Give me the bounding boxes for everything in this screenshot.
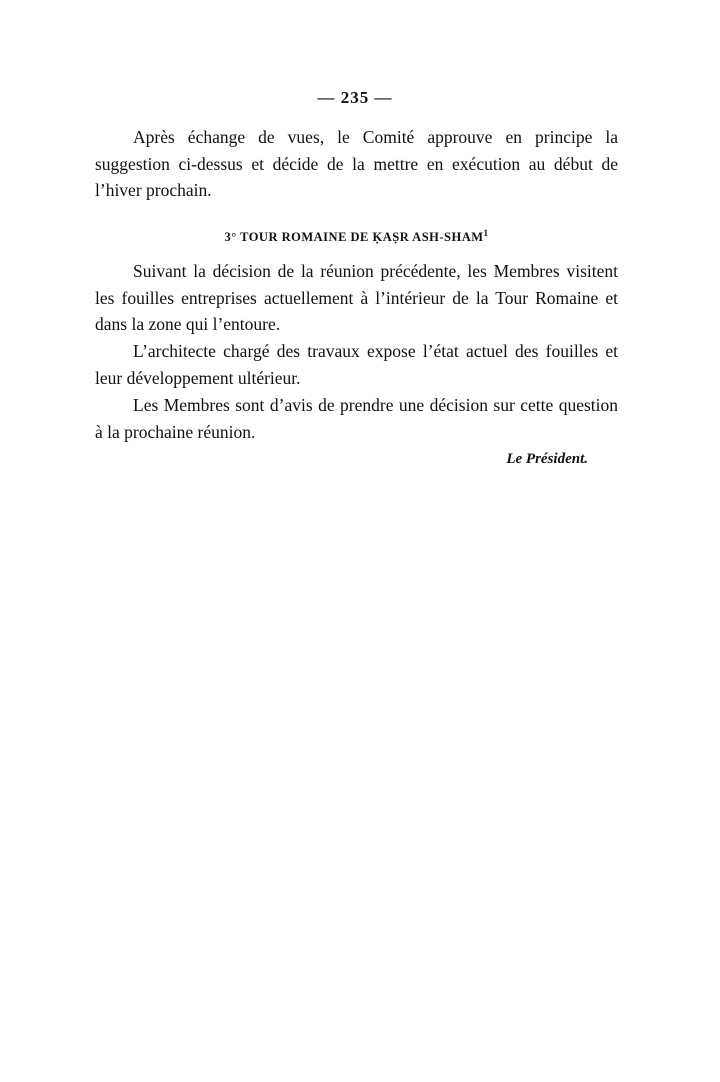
page-number: — 235 — [317,88,393,107]
paragraph-text: Après échange de vues, le Comité approuve en principe la suggestion ci-dessus et décide de la mettre en exécution au début de l’hiver prochain. [95,127,618,200]
signature-president: Le Président. [506,451,588,467]
section-heading [95,228,618,245]
paragraph-text: Suivant la décision de la réunion précédente, les Membres visitent les fouilles entreprises actuellement à l’intérieur de la Tour Romaine et dans la zone qui l’entoure. [95,261,618,334]
footnote-mark: 1 [483,228,489,238]
paragraph-membres-avis [95,392,618,445]
paragraph-text: Les Membres sont d’avis de prendre une décision sur cette question à la prochaine réunion. [95,395,618,442]
paragraph-architecte [95,338,618,391]
paragraph-comite-decision [95,124,618,204]
paragraph-visite-fouilles [95,258,618,338]
paragraph-text: L’architecte chargé des travaux expose l’état actuel des fouilles et leur développement ultérieur. [95,341,618,388]
section-heading-text: 3° TOUR ROMAINE DE ḲAṢR ASH-SHAM [224,230,484,245]
